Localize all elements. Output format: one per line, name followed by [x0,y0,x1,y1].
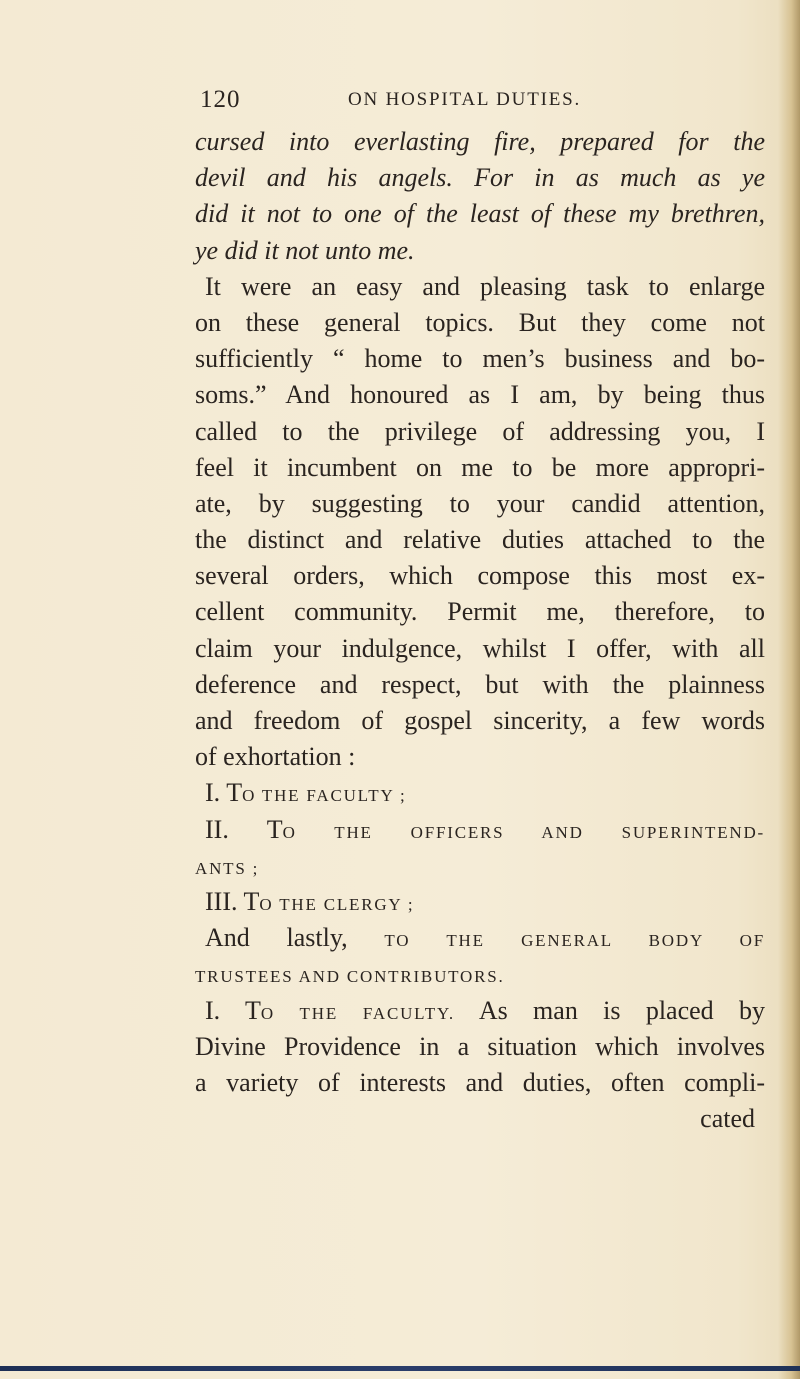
list-number: I. T [205,778,243,808]
text-line: ye did it not unto me. [195,235,415,265]
section-heading-line [195,993,765,1029]
page-header [200,86,760,120]
text-line: did it not to one of the least of these my brethren, [195,199,765,229]
text-line: devil and his angels. For in as much as ye [195,163,765,193]
text-line: on these general topics. But they come not [195,307,765,337]
text-line: a variety of interests and duties, often compli- [195,1067,765,1097]
list-lead: And lastly, [205,923,348,953]
list-heading: ANTS ; [195,858,260,878]
text-line: called to the privilege of addressing you, I [195,416,765,446]
text-line: and freedom of gospel sincerity, a few words [195,706,765,735]
section-text: As man is placed by [478,995,765,1025]
list-heading: TO THE GENERAL BODY OF [384,931,766,951]
list-number: III. T [205,886,260,916]
list-item-clergy [195,884,765,920]
text-line: the distinct and relative duties attached to the [195,525,765,555]
text-line: Divine Providence in a situation which involves [195,1031,765,1061]
page-number: 120 [200,86,241,113]
list-item-trustees [195,920,765,956]
list-item-officers-continued [195,848,765,884]
text-line: feel it incumbent on me to be more appropri- [195,452,765,482]
text-line: deference and respect, but with the plainness [195,669,765,699]
catchword: cated [700,1104,755,1134]
text-line: ate, by suggesting to your candid attention, [195,488,765,518]
text-line: It were an easy and pleasing task to enlarge [205,271,765,301]
bottom-edge-rule [0,1366,800,1371]
list-heading: TRUSTEES AND CONTRIBUTORS. [195,967,505,987]
text-line: sufficiently “ home to men’s business and bo- [195,344,765,374]
section-number: I. T [205,995,261,1025]
text-line: of exhortation : [195,742,356,772]
list-item-officers [195,812,765,848]
running-head: ON HOSPITAL DUTIES. [348,89,582,110]
text-line: cursed into everlasting fire, prepared for the [195,127,765,156]
list-number: II. T [205,814,283,844]
list-item-trustees-continued [195,956,765,992]
body-text [195,124,765,1137]
list-heading: O THE OFFICERS AND SUPERINTEND- [282,822,765,842]
list-heading: O THE CLERGY ; [259,894,415,914]
text-line: soms.” And honoured as I am, by being thus [195,380,765,410]
text-line: several orders, which compose this most ex- [195,561,765,591]
section-heading: O THE FACULTY. [260,1003,455,1023]
text-line: claim your indulgence, whilst I offer, with all [195,633,765,663]
page-edge-shadow [778,0,800,1379]
list-heading: O THE FACULTY ; [242,786,407,806]
text-line: cellent community. Permit me, therefore, to [195,597,765,627]
list-item-faculty [195,775,765,811]
